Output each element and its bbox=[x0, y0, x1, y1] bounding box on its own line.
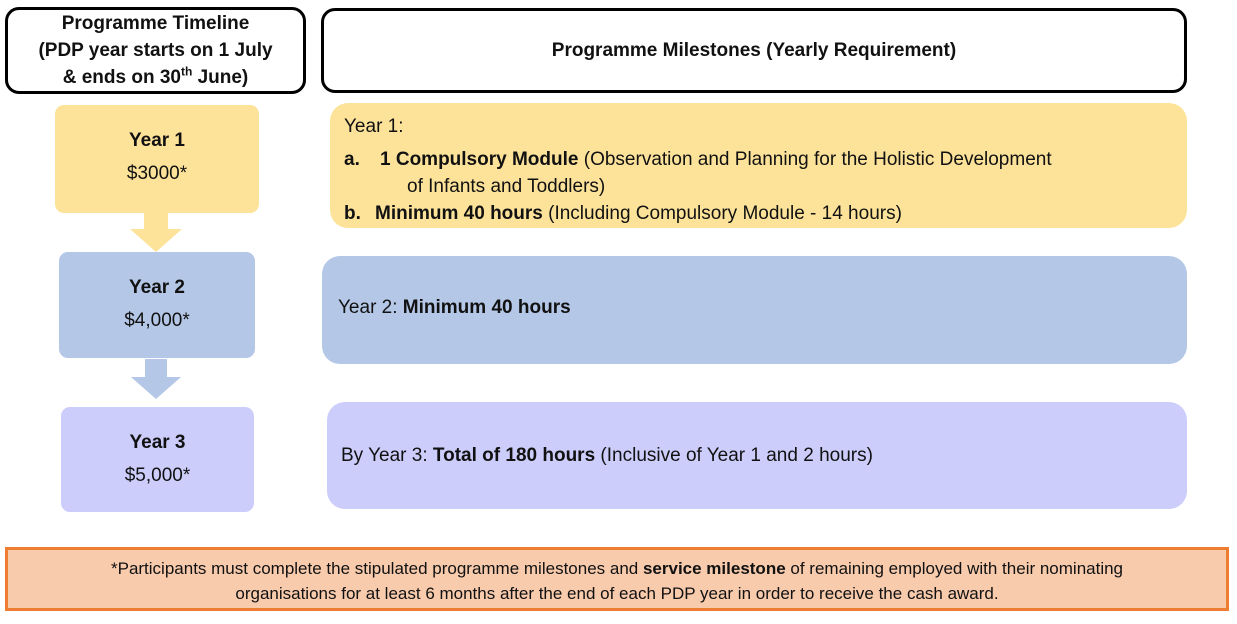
line3-sup: th bbox=[180, 64, 193, 79]
milestone-item-b bbox=[344, 200, 1187, 227]
footnote-post1: of remaining employed with their nominating bbox=[785, 559, 1124, 578]
footnote-bold: service milestone bbox=[642, 559, 786, 578]
milestone-year-1 bbox=[330, 103, 1187, 228]
year-3-box bbox=[61, 407, 254, 512]
milestone-year-3-prefix: By Year 3: bbox=[341, 444, 433, 466]
arrow-down-icon bbox=[130, 213, 182, 252]
footnote-post2: organisations for at least 6 months after the end of each PDP year in order to receive the cash award. bbox=[235, 584, 999, 603]
timeline-header bbox=[5, 7, 306, 94]
timeline-header-line3 bbox=[38, 64, 272, 91]
line3-post: June) bbox=[192, 67, 249, 88]
milestone-year-3-bold: Total of 180 hours bbox=[432, 444, 596, 466]
year-3-label: Year 3 bbox=[129, 432, 186, 453]
milestone-year-3-suffix: (Inclusive of Year 1 and 2 hours) bbox=[595, 444, 873, 466]
milestone-year-2-prefix: Year 2: bbox=[338, 297, 403, 318]
year-1-label: Year 1 bbox=[129, 130, 185, 151]
milestone-item-a bbox=[344, 146, 1187, 173]
item-b-marker: b. bbox=[344, 203, 361, 224]
item-a-marker: a. bbox=[344, 149, 360, 170]
item-b-text: (Including Compulsory Module - 14 hours) bbox=[542, 203, 902, 224]
arrow-down-icon bbox=[131, 359, 181, 399]
year-1-box bbox=[55, 105, 259, 213]
milestone-year-2-bold: Minimum 40 hours bbox=[402, 297, 571, 318]
milestones-header-text: Programme Milestones (Yearly Requirement) bbox=[551, 39, 957, 61]
milestone-year-2 bbox=[322, 256, 1187, 364]
milestone-year-3 bbox=[327, 402, 1187, 509]
timeline-header-line2: (PDP year starts on 1 July bbox=[38, 40, 273, 61]
year-2-amount: $4,000* bbox=[124, 310, 190, 331]
item-a-text: (Observation and Planning for the Holistic Development bbox=[578, 149, 1052, 170]
timeline-header-line1: Programme Timeline bbox=[61, 13, 250, 34]
milestones-header bbox=[321, 8, 1187, 93]
line3-pre: & ends on 30 bbox=[62, 67, 181, 88]
milestone-year-1-title: Year 1: bbox=[344, 116, 404, 137]
item-b-bold: Minimum 40 hours bbox=[375, 203, 543, 224]
year-2-label: Year 2 bbox=[129, 277, 185, 298]
year-1-amount: $3000* bbox=[126, 163, 188, 184]
year-3-amount: $5,000* bbox=[124, 465, 191, 486]
year-2-box bbox=[59, 252, 255, 358]
item-a-text2: of Infants and Toddlers) bbox=[407, 176, 606, 197]
item-a-bold: 1 Compulsory Module bbox=[380, 149, 579, 170]
footnote-pre: *Participants must complete the stipulated programme milestones and bbox=[110, 559, 643, 578]
footnote bbox=[5, 547, 1229, 611]
